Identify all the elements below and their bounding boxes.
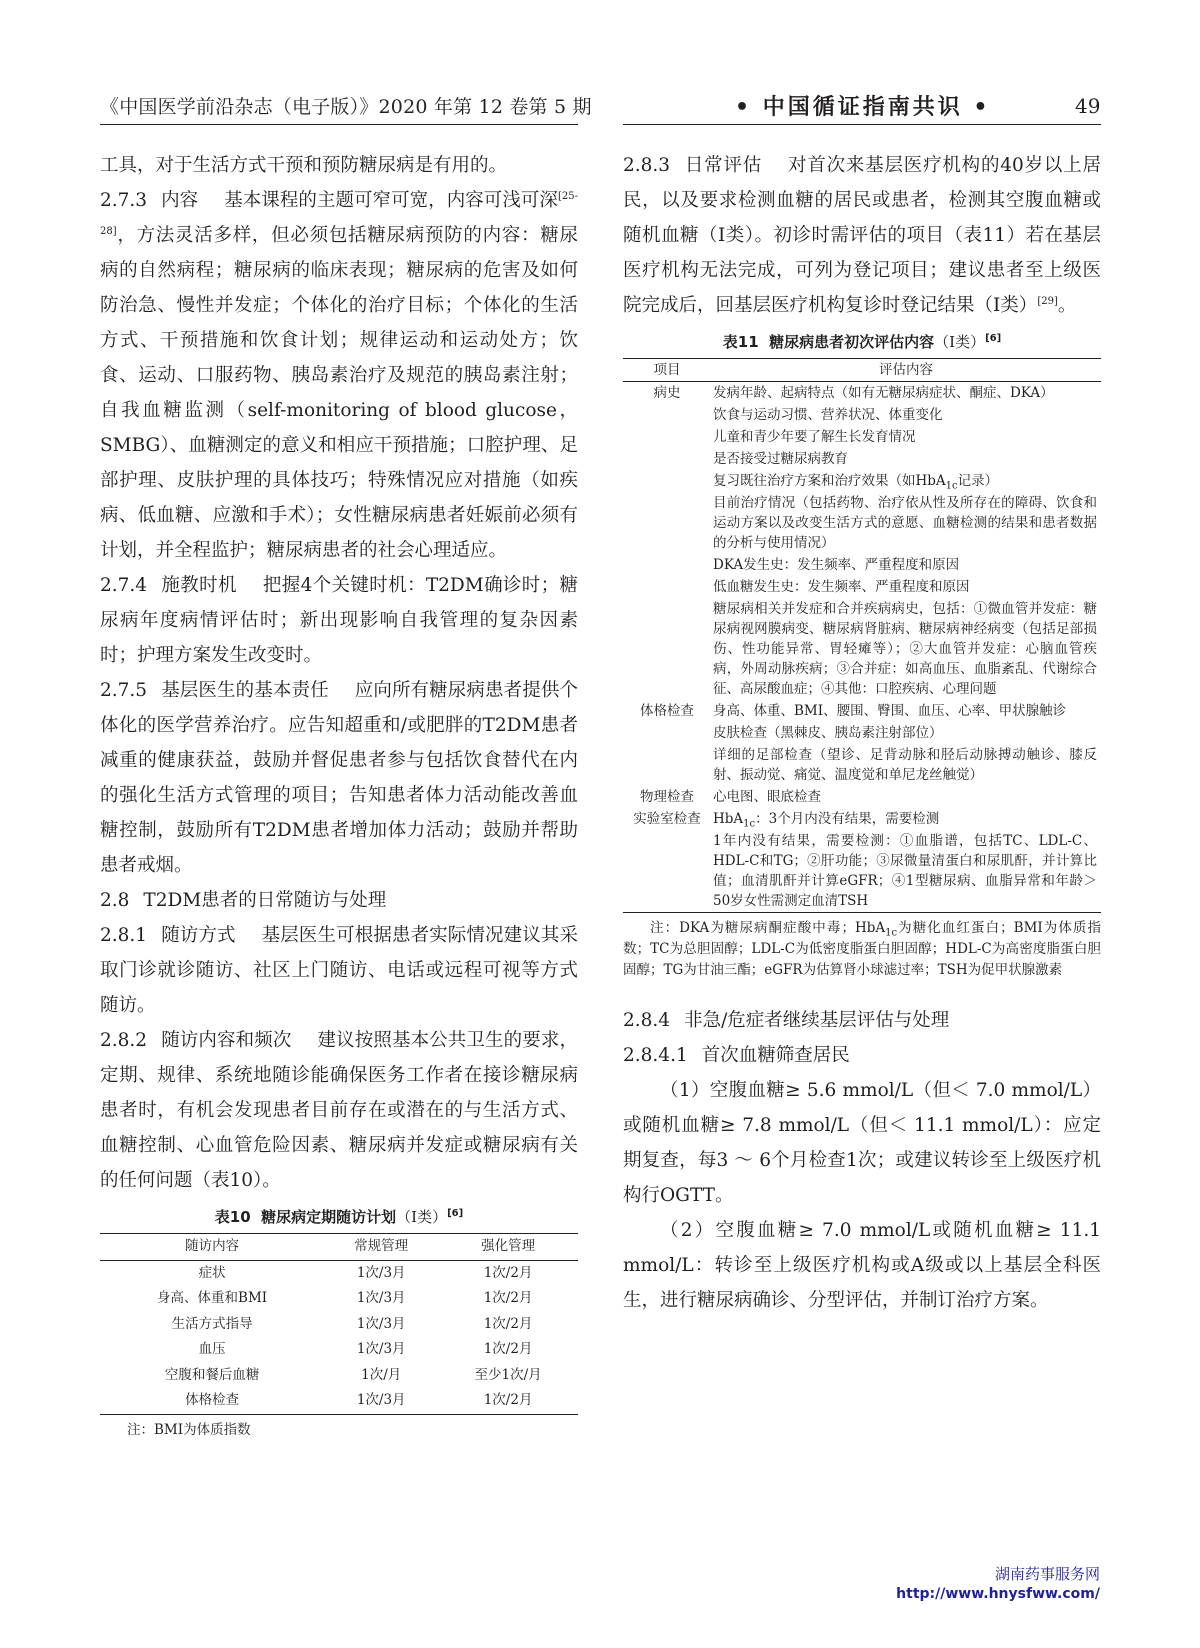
section-title: 基层医生的基本责任: [161, 680, 329, 701]
cell-text: 复习既往治疗方案和治疗效果（如HbA: [713, 473, 946, 489]
table-evidence: （Ⅰ类）: [934, 333, 986, 351]
section-number: 2.7.3: [100, 190, 148, 211]
table-cell: 1次/月: [361, 1366, 402, 1383]
table-row: [623, 382, 1101, 405]
section-title: T2DM患者的日常随访与处理: [143, 890, 387, 911]
table-cell-category: 物理检查: [640, 789, 694, 805]
note-text: 为糖化血红蛋白；BMI为体质指数；TC为总胆固醇；LDL-C为低密度脂蛋白胆固醇；HDL-C为高密度脂蛋白胆固醇；TG为甘油三酯；eGFR为估算肾小球滤过率；TSH为促甲状腺激素: [623, 920, 1102, 978]
table-title: 糖尿病患者初次评估内容: [769, 333, 935, 351]
section-title: 日常评估: [684, 155, 763, 176]
section-text: 应向所有糖尿病患者提供个体化的医学营养治疗。应告知超重和/或肥胖的T2DM患者减重的健康获益，鼓励并督促患者参与包括饮食替代在内的强化生活方式管理的项目；告知患者体力活动能改善血糖控制，鼓励所有T2DM患者增加体力活动；鼓励并帮助患者戒烟。: [100, 680, 578, 876]
table-cell-content: 心电图、眼底检查: [713, 789, 821, 805]
section-2-7-3: [100, 183, 578, 568]
section-header: • 中国循证指南共识 •: [735, 95, 991, 120]
table-cell-category: [623, 554, 711, 576]
column-header: 强化管理: [438, 1234, 578, 1261]
watermark: [855, 1564, 1100, 1604]
table-row: [623, 808, 1101, 830]
table-row: [623, 576, 1101, 598]
table-evidence: （Ⅰ类）: [396, 1208, 448, 1226]
table-cell: 1次/3月: [356, 1290, 406, 1306]
table-row: [623, 492, 1101, 554]
page-number: 49: [1075, 94, 1101, 118]
cell-text: 记录）: [957, 473, 999, 489]
table-cell-content: [711, 470, 1101, 492]
citation: [25-28]: [100, 190, 578, 237]
table-row: [623, 744, 1101, 786]
section-title: 施教时机: [161, 575, 237, 596]
table-cell: 1次/3月: [356, 1315, 406, 1332]
section-title: 随访内容和频次: [161, 1030, 292, 1051]
table-11-note: [623, 918, 1101, 981]
section-text: 基本课程的主题可窄可宽，内容可浅可深: [224, 190, 558, 211]
table-title: 糖尿病定期随访计划: [261, 1208, 397, 1226]
section-number: 2.7.5: [100, 680, 148, 701]
section-2-7-4: [100, 568, 578, 673]
table-row: [623, 722, 1101, 744]
table-cell: 1次/2月: [483, 1264, 533, 1281]
table-row: [623, 404, 1101, 426]
section-2-8-4-heading: [623, 1003, 1101, 1038]
note-text: 注：DKA为糖尿病酮症酸中毒；HbA: [650, 920, 886, 936]
table-cell-content: 糖尿病相关并发症和合并疾病病史，包括：①微血管并发症：糖尿病视网膜病变、糖尿病肾脏病、糖尿病神经病变（包括足部损伤、性功能异常、胃轻瘫等）；②大血管并发症：心脑血管疾病，外周动脉疾病；③合并症：如高血压、血脂紊乱、代谢综合征、高尿酸血症；④其他：口腔疾病、心理问题: [713, 601, 1097, 697]
table-cell: 1次/2月: [483, 1341, 533, 1357]
table-cell-category: [623, 426, 711, 448]
table-header-row: [623, 359, 1101, 382]
table-cell: 症状: [198, 1264, 226, 1281]
table-11-caption: [623, 331, 1101, 352]
watermark-name: 湖南药事服务网: [994, 1565, 1100, 1583]
section-title: 内容: [161, 190, 199, 211]
section-number: 2.8.4: [623, 1010, 671, 1031]
table-cell-category: [623, 576, 711, 598]
table-cell-content: 目前治疗情况（包括药物、治疗依从性及所存在的障碍、饮食和运动方案以及改变生活方式的意愿、血糖检测的结果和患者数据的分析与使用情况）: [713, 495, 1097, 551]
table-cell-category: [623, 830, 711, 913]
header-rule-left: [100, 124, 578, 125]
section-text: 把握4个关键时机：T2DM确诊时；糖尿病年度病情评估时；新出现影响自我管理的复杂因素时；护理方案发生改变时。: [100, 575, 578, 666]
section-number: 2.8.4.1: [623, 1045, 688, 1066]
cell-subscript: 1c: [945, 480, 958, 492]
table-cell-category: 体格检查: [640, 703, 694, 719]
table-row: [623, 786, 1101, 808]
section-text: 对首次来基层医疗机构的40岁以上居民，以及要求检测血糖的居民或患者，检测其空腹血糖或随机血糖（Ⅰ类）。初诊时需评估的项目（表11）若在基层医疗机构无法完成，可列为登记项目；建议患者至上级医院完成后，回基层医疗机构复诊时登记结果（Ⅰ类）: [623, 155, 1101, 316]
table-row: [100, 1312, 578, 1338]
citation: [6]: [985, 333, 1002, 344]
table-row: [100, 1260, 578, 1286]
table-11-body: [623, 382, 1101, 913]
table-row: [623, 470, 1101, 492]
table-cell-content: 1年内没有结果，需要检测：①血脂谱，包括TC、LDL-C、HDL-C和TG；②肝功能；③尿微量清蛋白和尿肌酐，并计算比值；血清肌酐并计算eGFR；④1型糖尿病、血脂异常和年龄＞50岁女性需测定血清TSH: [713, 833, 1097, 909]
table-cell-category: [623, 722, 711, 744]
section-title: 随访方式: [161, 925, 236, 946]
table-header-row: [100, 1234, 578, 1261]
section-text: ，方法灵活多样，但必须包括糖尿病预防的内容：糖尿病的自然病程；糖尿病的临床表现；糖尿病的危害及如何防治急、慢性并发症；个体化的治疗目标；个体化的生活方式、干预措施和饮食计划；规律运动和运动处方；饮食、运动、口服药物、胰岛素治疗及规范的胰岛素注射；自我血糖监测（self-monitoring of blood glucose，SMBG）、血糖测定的意义和相应干预措施；口腔护理、足部护理、皮肤护理的具体技巧；特殊情况应对措施（如疾病、低血糖、应激和手术）；女性糖尿病患者妊娠前必须有计划，并全程监护；糖尿病患者的社会心理适应。: [100, 225, 578, 561]
cell-text: HbA: [713, 811, 744, 827]
list-item-1: （1）空腹血糖≥ 5.6 mmol/L（但＜ 7.0 mmol/L）或随机血糖≥ 7.8 mmol/L（但＜ 11.1 mmol/L）：应定期复查，每3 ～ 6个月检查1次；或建议转诊至上级医疗机构行OGTT。: [623, 1080, 1101, 1206]
section-number: 2.8.2: [100, 1030, 148, 1051]
table-row: [623, 448, 1101, 470]
table-cell: 1次/2月: [483, 1290, 533, 1306]
table-cell-content: 是否接受过糖尿病教育: [713, 451, 848, 467]
table-cell: 身高、体重和BMI: [157, 1290, 268, 1306]
table-row: [623, 700, 1101, 722]
table-cell: 生活方式指导: [171, 1315, 253, 1332]
table-label: 表11: [722, 333, 759, 351]
table-cell-content: DKA发生史：发生频率、严重程度和原因: [713, 557, 960, 573]
section-number: 2.8.1: [100, 925, 148, 946]
table-cell-content: [711, 808, 1101, 830]
table-row: [100, 1388, 578, 1414]
section-2-8-2: [100, 1023, 578, 1198]
column-header: 随访内容: [100, 1234, 324, 1261]
section-title: 首次血糖筛查居民: [701, 1045, 850, 1066]
table-10-caption: [100, 1206, 578, 1227]
journal-header: 《中国医学前沿杂志（电子版）》2020 年第 12 卷第 5 期: [100, 96, 592, 118]
table-cell-category: [623, 448, 711, 470]
section-number: 2.8.3: [623, 155, 671, 176]
table-label: 表10: [214, 1208, 251, 1226]
column-header: 评估内容: [711, 359, 1101, 382]
section-2-8-heading: [100, 883, 578, 918]
section-2-8-1: [100, 918, 578, 1023]
table-cell-category: [623, 492, 711, 554]
table-row: [100, 1363, 578, 1389]
watermark-link[interactable]: http://www.hnysfww.com/: [896, 1586, 1100, 1602]
table-cell: 空腹和餐后血糖: [164, 1366, 260, 1383]
section-text: 建议按照基本公共卫生的要求，定期、规律、系统地随诊能确保医务工作者在接诊糖尿病患者时，有机会发现患者目前存在或潜在的与生活方式、血糖控制、心血管危险因素、糖尿病并发症或糖尿病有关的任何问题（表10）。: [100, 1030, 578, 1191]
table-cell-content: 详细的足部检查（望诊、足背动脉和胫后动脉搏动触诊、膝反射、振动觉、痛觉、温度觉和单尼龙丝触觉）: [713, 747, 1097, 783]
table-cell-category: [623, 404, 711, 426]
list-item-2: （2）空腹血糖≥ 7.0 mmol/L或随机血糖≥ 11.1 mmol/L：转诊至上级医疗机构或A级或以上基层全科医生，进行糖尿病确诊、分型评估，并制订治疗方案。: [623, 1220, 1101, 1311]
right-column: [623, 148, 1101, 1318]
table-11: [623, 358, 1101, 913]
table-cell: 血压: [198, 1341, 226, 1357]
table-cell-content: 发病年龄、起病特点（如有无糖尿病症状、酮症、DKA）: [713, 385, 1054, 401]
table-row: [100, 1337, 578, 1363]
citation: [6]: [447, 1208, 464, 1219]
table-cell-content: 饮食与运动习惯、营养状况、体重变化: [713, 407, 943, 423]
table-cell-content: 皮肤检查（黑棘皮、胰岛素注射部位）: [713, 725, 943, 741]
column-header: 常规管理: [324, 1234, 438, 1261]
section-number: 2.8: [100, 890, 130, 911]
header-rule-right: [623, 124, 1101, 125]
section-title: 非急/危症者继续基层评估与处理: [684, 1010, 950, 1031]
left-column: [100, 148, 578, 1441]
cell-subscript: 1c: [743, 818, 756, 830]
note-subscript: 1c: [885, 927, 898, 939]
section-2-8-4-1-heading: [623, 1038, 1101, 1073]
table-10: [100, 1233, 578, 1415]
table-cell-category: [623, 744, 711, 786]
table-row: [623, 554, 1101, 576]
section-number: 2.7.4: [100, 575, 148, 596]
column-header: 项目: [623, 359, 711, 382]
table-row: [623, 598, 1101, 700]
table-cell: 1次/3月: [356, 1392, 406, 1408]
table-cell-category: 病史: [653, 385, 681, 401]
citation: [29]: [1037, 295, 1058, 307]
cell-text: ：3个月内没有结果，需要检测: [755, 811, 940, 827]
table-cell: 1次/2月: [483, 1392, 533, 1408]
table-cell: 1次/2月: [483, 1315, 533, 1332]
table-cell-category: [623, 470, 711, 492]
table-row: [623, 830, 1101, 913]
table-cell-content: 身高、体重、BMI、腰围、臀围、血压、心率、甲状腺触诊: [713, 703, 1067, 719]
table-cell: 1次/3月: [356, 1341, 406, 1357]
table-cell-content: 低血糖发生史：发生频率、严重程度和原因: [713, 579, 970, 595]
table-row: [623, 426, 1101, 448]
table-cell: 体格检查: [185, 1392, 240, 1408]
section-2-8-3: [623, 148, 1101, 323]
section-text: 基层医生可根据患者实际情况建议其采取门诊就诊随访、社区上门随访、电话或远程可视等方式随访。: [100, 925, 578, 1016]
table-cell-category: 实验室检查: [633, 811, 701, 827]
table-cell: 1次/3月: [356, 1264, 406, 1281]
table-10-note: 注：BMI为体质指数: [127, 1421, 251, 1438]
table-cell: 至少1次/月: [474, 1366, 542, 1383]
section-text: 。: [1057, 295, 1077, 316]
section-2-7-5: [100, 673, 578, 883]
paragraph: 工具，对于生活方式干预和预防糖尿病是有用的。: [100, 155, 508, 176]
table-cell-category: [623, 598, 711, 700]
table-row: [100, 1286, 578, 1312]
table-cell-content: 儿童和青少年要了解生长发育情况: [713, 429, 916, 445]
